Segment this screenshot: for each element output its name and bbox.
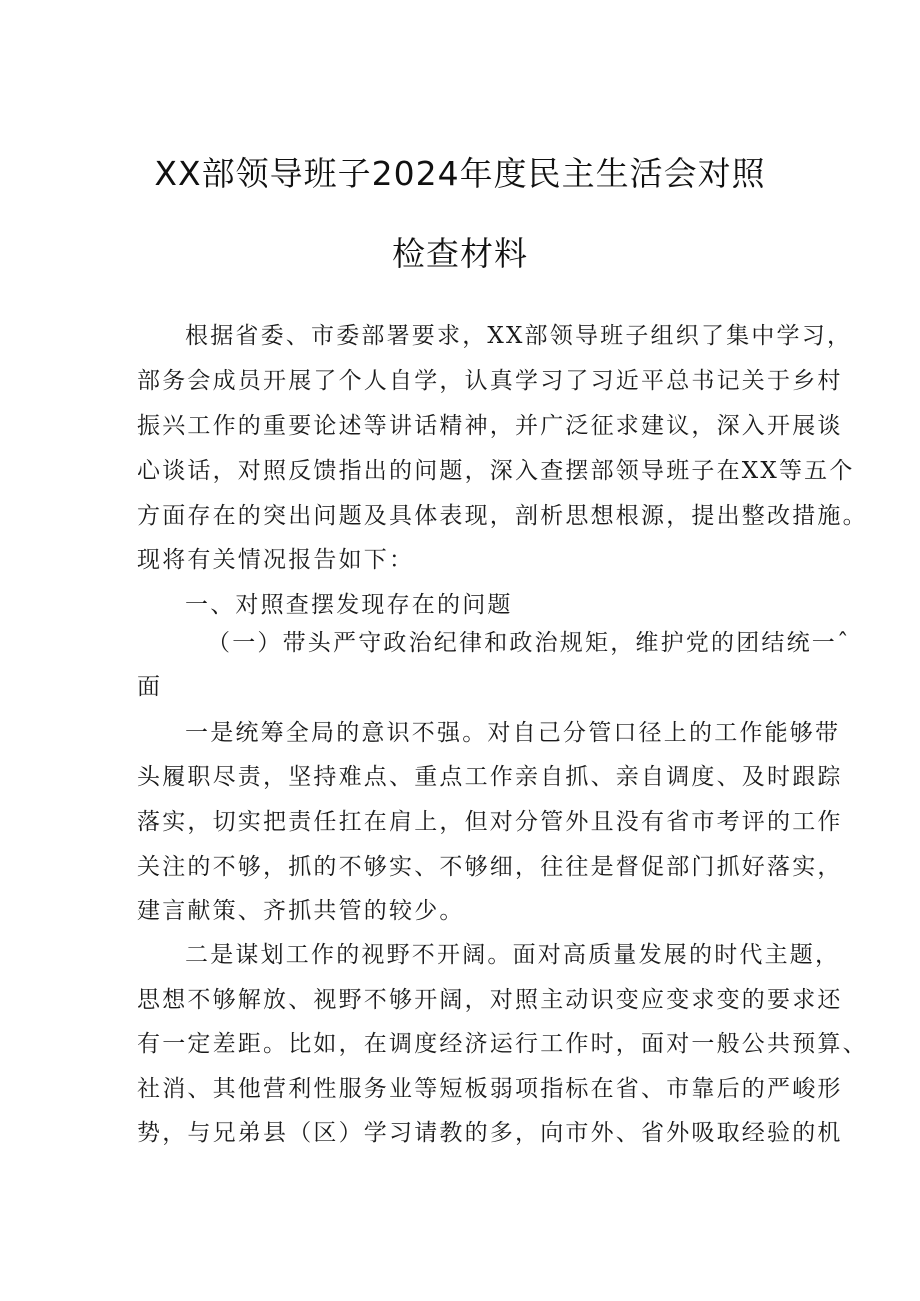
document-title-line-2: 检查材料 xyxy=(392,234,528,273)
subsection-heading: （一）带头严守政治纪律和政治规矩，维护党的团结统一ˆ xyxy=(207,630,851,656)
paragraph-line: 二是谋划工作的视野不开阔。面对高质量发展的时代主题， xyxy=(185,942,841,968)
paragraph-line: 势，与兄弟县（区）学习请教的多，向市外、省外吸取经验的机 xyxy=(137,1120,843,1146)
paragraph-line: 有一定差距。比如，在调度经济运行工作时，面对一般公共预算、 xyxy=(137,1031,868,1057)
paragraph-line: 部务会成员开展了个人自学，认真学习了习近平总书记关于乡村 xyxy=(137,368,843,394)
paragraph-line: 现将有关情况报告如下： xyxy=(137,547,415,573)
paragraph-line: 关注的不够，抓的不够实、不够细，往往是督促部门抓好落实， xyxy=(137,854,843,880)
subsection-heading-continued: 面 xyxy=(137,674,163,700)
paragraph-line: 振兴工作的重要论述等讲话精神，并广泛征求建议，深入开展谈 xyxy=(137,413,843,439)
paragraph-line: 头履职尽责，坚持难点、重点工作亲自抓、亲自调度、及时跟踪 xyxy=(137,764,843,790)
paragraph-line: 心谈话，对照反馈指出的问题，深入查摆部领导班子在XX等五个 xyxy=(137,458,855,484)
paragraph-line: 方面存在的突出问题及具体表现，剖析思想根源，提出整改措施。 xyxy=(137,503,868,529)
document-title-line-1: XX部领导班子2024年度民主生活会对照 xyxy=(154,154,766,193)
paragraph-line: 思想不够解放、视野不够开阔，对照主动识变应变求变的要求还 xyxy=(137,987,843,1013)
paragraph-line: 一是统筹全局的意识不强。对自己分管口径上的工作能够带 xyxy=(185,720,841,746)
paragraph-line: 落实，切实把责任扛在肩上，但对分管外且没有省市考评的工作 xyxy=(137,809,843,835)
paragraph-line: 根据省委、市委部署要求，XX部领导班子组织了集中学习， xyxy=(185,323,853,349)
paragraph-line: 建言献策、齐抓共管的较少。 xyxy=(137,898,465,924)
paragraph-line: 社消、其他营利性服务业等短板弱项指标在省、市靠后的严峻形 xyxy=(137,1076,843,1102)
section-heading: 一、对照查摆发现存在的问题 xyxy=(185,592,513,618)
